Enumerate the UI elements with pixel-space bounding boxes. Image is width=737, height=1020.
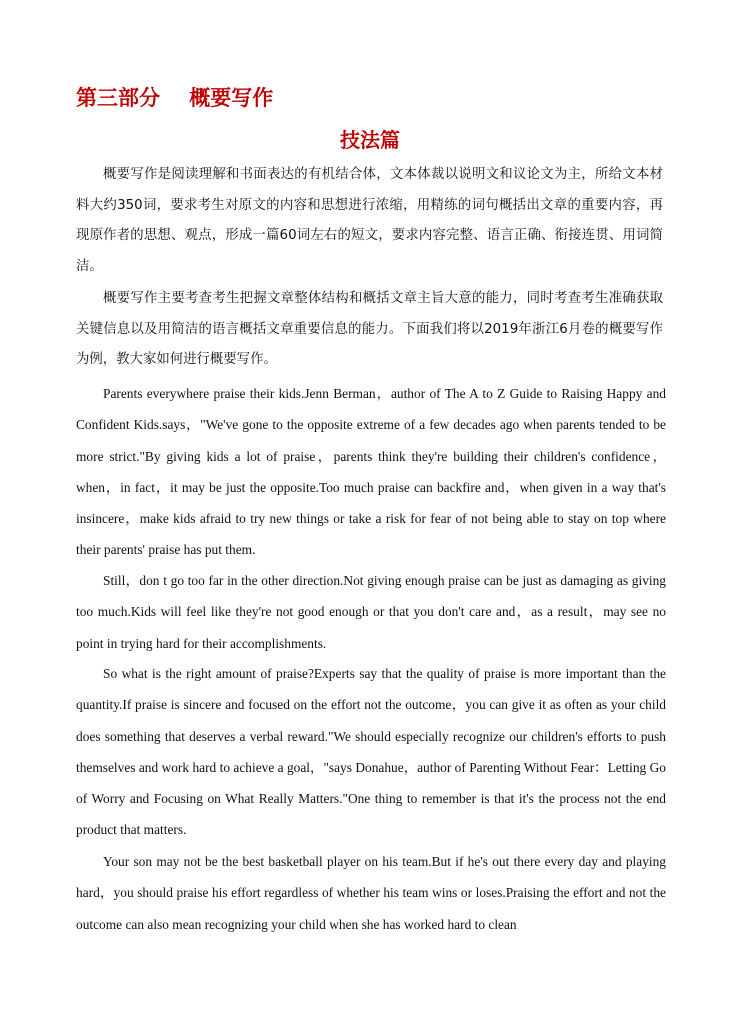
paragraph-intro: 概要写作是阅读理解和书面表达的有机结合体，文本体裁以说明文和议论文为主，所给文本材料大约350词，要求考生对原文的内容和思想进行浓缩，用精练的词句概括出文章的重要内容，再现原作者的思想、观点，形成一篇60词左右的短文，要求内容完整、语言正确、衔接连贯、用词简洁。 — [76, 167, 663, 274]
passage-paragraph: So what is the right amount of praise?Experts say that the quality of praise is more important than the quantity.If praise is sincere and focused on the effort not the outcome，you can give it as often as your child does something that deserves a verbal reward."We should especially recognize our children's efforts to push themselves and work hard to achieve a goal，"says Donahue，author of Parenting Without Fear：Letting Go of Worry and Focusing on What Really Matters."One thing to remember is that it's the process not the end product that matters. — [76, 666, 666, 838]
paragraph-focus: 概要写作主要考查考生把握文章整体结构和概括文章主旨大意的能力，同时考查考生准确获取关键信息以及用简洁的语言概括文章重要信息的能力。下面我们将以2019年浙江6月卷的概要写作为例，教大家如何进行概要写作。 — [76, 291, 663, 367]
subsection-heading: 技法篇 — [340, 128, 400, 152]
section-heading: 第三部分 概要写作 — [76, 85, 274, 110]
passage-paragraph: Your son may not be the best basketball player on his team.But if he's out there every day and playing hard，you should praise his effort regardless of whether his team wins or loses.Praising the effort and not the outcome can also mean recognizing your child when she has worked hard to clean — [76, 854, 666, 932]
passage-paragraph: Parents everywhere praise their kids.Jenn Berman，author of The A to Z Guide to Raising Happy and Confident Kids.says，"We've gone to the opposite extreme of a few decades ago when parents tended to be more strict."By giving kids a lot of praise，parents think they're building their children's confidence，when，in fact，it may be just the opposite.Too much praise can backfire and，when given in a way that's insincere，make kids afraid to try new things or take a risk for fear of not being able to stay on top where their parents' praise has put them. — [76, 386, 666, 558]
passage-paragraph: Still，don t go too far in the other direction.Not giving enough praise can be just as damaging as giving too much.Kids will feel like they're not good enough or that you don't care and，as a result，may see no point in trying hard for their accomplishments. — [76, 573, 666, 651]
